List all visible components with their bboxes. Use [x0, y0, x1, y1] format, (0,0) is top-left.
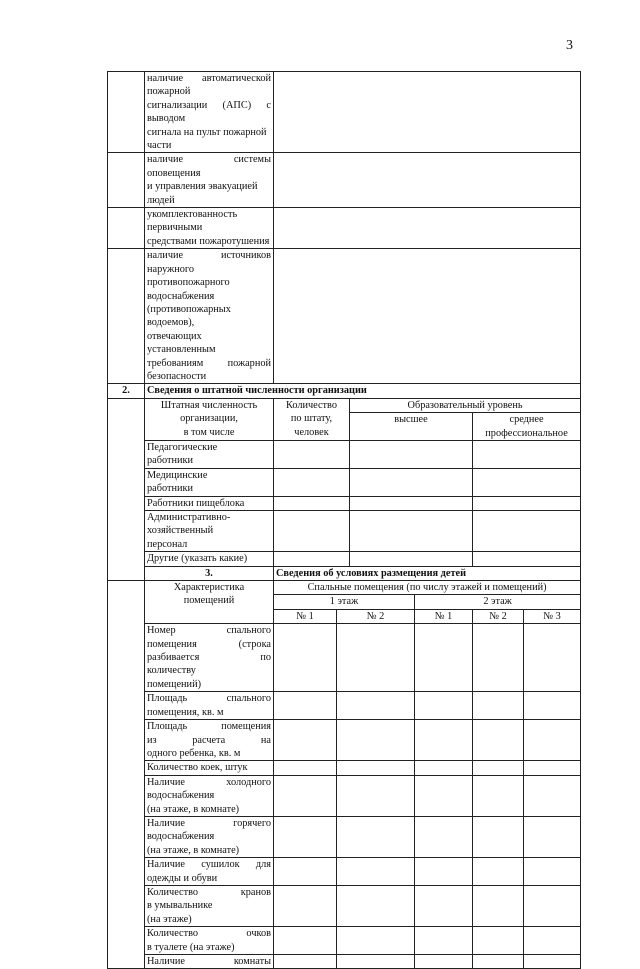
rooms-row-label: Номер спального помещения (строка разбивается по количеству помещений) [145, 624, 274, 692]
rooms-row-label: Количество кранов в умывальнике (на этаже) [145, 885, 274, 926]
evacuation-system-value[interactable] [274, 153, 581, 208]
staff-quantity-cell[interactable] [274, 440, 350, 468]
room-cell[interactable] [524, 816, 581, 857]
rooms-row-label: Наличие холодного водоснабжения (на этаже, в комнате) [145, 775, 274, 816]
rooms-row [108, 720, 581, 761]
water-supply-row [108, 249, 581, 384]
floor2-room2-header: № 2 [473, 609, 524, 623]
staff-row-label: Административно- хозяйственный персонал [145, 511, 274, 552]
staff-quantity-cell[interactable] [274, 468, 350, 496]
section3-number-column [108, 581, 145, 969]
inspection-form-table [107, 71, 581, 969]
room-cell[interactable] [337, 858, 415, 886]
staff-row-label: Педагогические работники [145, 440, 274, 468]
room-cell[interactable] [274, 692, 337, 720]
room-cell[interactable] [415, 692, 473, 720]
room-cell[interactable] [473, 885, 524, 926]
room-cell[interactable] [274, 761, 337, 775]
row-number-cell [108, 72, 145, 153]
evacuation-system-row [108, 153, 581, 208]
section2-colhead-row1 [108, 398, 581, 412]
staff-row [108, 511, 581, 552]
rooms-row-label: Наличие горячего водоснабжения (на этаже, в комнате) [145, 816, 274, 857]
room-cell[interactable] [473, 761, 524, 775]
section3-number: 3. [145, 566, 274, 580]
room-cell[interactable] [473, 720, 524, 761]
fire-alarm-value[interactable] [274, 72, 581, 153]
room-cell[interactable] [415, 885, 473, 926]
room-cell[interactable] [524, 858, 581, 886]
section3-header-row [108, 566, 581, 580]
fire-extinguishing-row [108, 208, 581, 249]
staff-secondary-cell[interactable] [473, 552, 581, 566]
room-cell[interactable] [473, 858, 524, 886]
row-number-cell [108, 249, 145, 384]
room-cell[interactable] [524, 885, 581, 926]
fire-alarm-row [108, 72, 581, 153]
room-cell[interactable] [337, 816, 415, 857]
room-cell[interactable] [337, 692, 415, 720]
room-cell[interactable] [473, 692, 524, 720]
staff-row-label: Медицинские работники [145, 468, 274, 496]
rooms-row-label: Количество очков в туалете (на этаже) [145, 927, 274, 955]
room-cell[interactable] [473, 775, 524, 816]
row-number-cell [108, 153, 145, 208]
staff-row-label: Другие (указать какие) [145, 552, 274, 566]
section2-header-row [108, 384, 581, 398]
room-cell[interactable] [415, 775, 473, 816]
room-cell[interactable] [337, 927, 415, 955]
staff-secondary-cell[interactable] [473, 496, 581, 510]
page-number: 3 [566, 38, 573, 53]
fire-extinguishing-label: укомплектованность первичными средствами пожаротушения [145, 208, 274, 249]
staff-row-label: Работники пищеблока [145, 496, 274, 510]
room-cell[interactable] [415, 761, 473, 775]
room-cell[interactable] [415, 624, 473, 692]
room-cell[interactable] [274, 816, 337, 857]
rooms-row [108, 858, 581, 886]
staff-header: Штатная численность организации, в том числе [145, 398, 274, 440]
quantity-header: Количество по штату, человек [274, 398, 350, 440]
room-cell[interactable] [524, 692, 581, 720]
room-cell[interactable] [274, 955, 337, 969]
staff-secondary-cell[interactable] [473, 468, 581, 496]
rooms-row [108, 955, 581, 969]
room-cell[interactable] [337, 775, 415, 816]
sleeping-rooms-header: Спальные помещения (по числу этажей и помещений) [274, 581, 581, 595]
rooms-row [108, 775, 581, 816]
section3-title: Сведения об условиях размещения детей [274, 566, 581, 580]
higher-education-header: высшее [350, 413, 473, 441]
room-cell[interactable] [524, 720, 581, 761]
education-header: Образовательный уровень [350, 398, 581, 412]
staff-higher-cell[interactable] [350, 511, 473, 552]
room-cell[interactable] [415, 955, 473, 969]
section2-title: Сведения о штатной численности организации [145, 384, 581, 398]
room-cell[interactable] [473, 955, 524, 969]
staff-higher-cell[interactable] [350, 552, 473, 566]
room-cell[interactable] [415, 816, 473, 857]
rooms-row-label: Количество коек, штук [145, 761, 274, 775]
floor1-room2-header: № 2 [337, 609, 415, 623]
room-cell[interactable] [337, 955, 415, 969]
staff-secondary-cell[interactable] [473, 511, 581, 552]
room-cell[interactable] [524, 955, 581, 969]
staff-higher-cell[interactable] [350, 496, 473, 510]
rooms-row-label: Площадь спального помещения, кв. м [145, 692, 274, 720]
room-cell[interactable] [337, 624, 415, 692]
staff-quantity-cell[interactable] [274, 496, 350, 510]
staff-row [108, 440, 581, 468]
room-cell[interactable] [415, 720, 473, 761]
room-cell[interactable] [274, 775, 337, 816]
staff-row [108, 552, 581, 566]
staff-secondary-cell[interactable] [473, 440, 581, 468]
staff-quantity-cell[interactable] [274, 511, 350, 552]
room-cell[interactable] [524, 775, 581, 816]
section2-number: 2. [108, 384, 145, 398]
secondary-education-header: среднее профессиональное [473, 413, 581, 441]
row-number-cell [108, 208, 145, 249]
room-cell[interactable] [337, 761, 415, 775]
floor1-header: 1 этаж [274, 595, 415, 609]
evacuation-system-label: наличие системы оповещения и управления эвакуацией людей [145, 153, 274, 208]
staff-higher-cell[interactable] [350, 468, 473, 496]
room-cell[interactable] [274, 927, 337, 955]
water-supply-label: наличие источников наружного противопожарного водоснабжения (противопожарных водоемов), отвечающих установленным требованиям пожарной безопасности [145, 249, 274, 384]
room-cell[interactable] [337, 885, 415, 926]
section2-number-column [108, 398, 145, 580]
floor2-header: 2 этаж [415, 595, 581, 609]
room-cell[interactable] [274, 858, 337, 886]
room-cell[interactable] [274, 624, 337, 692]
staff-row [108, 468, 581, 496]
rooms-row-label: Наличие комнаты [145, 955, 274, 969]
room-cell[interactable] [415, 927, 473, 955]
rooms-row-label: Площадь помещения из расчета на одного ребенка, кв. м [145, 720, 274, 761]
rooms-row [108, 885, 581, 926]
water-supply-value[interactable] [274, 249, 581, 384]
room-cell[interactable] [524, 927, 581, 955]
characteristic-header: Характеристика помещений [145, 581, 274, 624]
floor2-room3-header: № 3 [524, 609, 581, 623]
room-cell[interactable] [274, 720, 337, 761]
room-cell[interactable] [473, 927, 524, 955]
room-cell[interactable] [473, 624, 524, 692]
rooms-row-label: Наличие сушилок для одежды и обуви [145, 858, 274, 886]
fire-alarm-label: наличие автоматической пожарной сигнализации (АПС) с выводом сигнала на пульт пожарной части [145, 72, 274, 153]
rooms-row [108, 692, 581, 720]
section3-colhead-row1 [108, 581, 581, 595]
fire-extinguishing-value[interactable] [274, 208, 581, 249]
staff-higher-cell[interactable] [350, 440, 473, 468]
rooms-row [108, 816, 581, 857]
floor1-room1-header: № 1 [274, 609, 337, 623]
room-cell[interactable] [524, 761, 581, 775]
staff-row [108, 496, 581, 510]
rooms-row [108, 927, 581, 955]
room-cell[interactable] [473, 816, 524, 857]
room-cell[interactable] [274, 885, 337, 926]
staff-quantity-cell[interactable] [274, 552, 350, 566]
rooms-row [108, 761, 581, 775]
rooms-row [108, 624, 581, 692]
room-cell[interactable] [524, 624, 581, 692]
room-cell[interactable] [415, 858, 473, 886]
floor2-room1-header: № 1 [415, 609, 473, 623]
room-cell[interactable] [337, 720, 415, 761]
